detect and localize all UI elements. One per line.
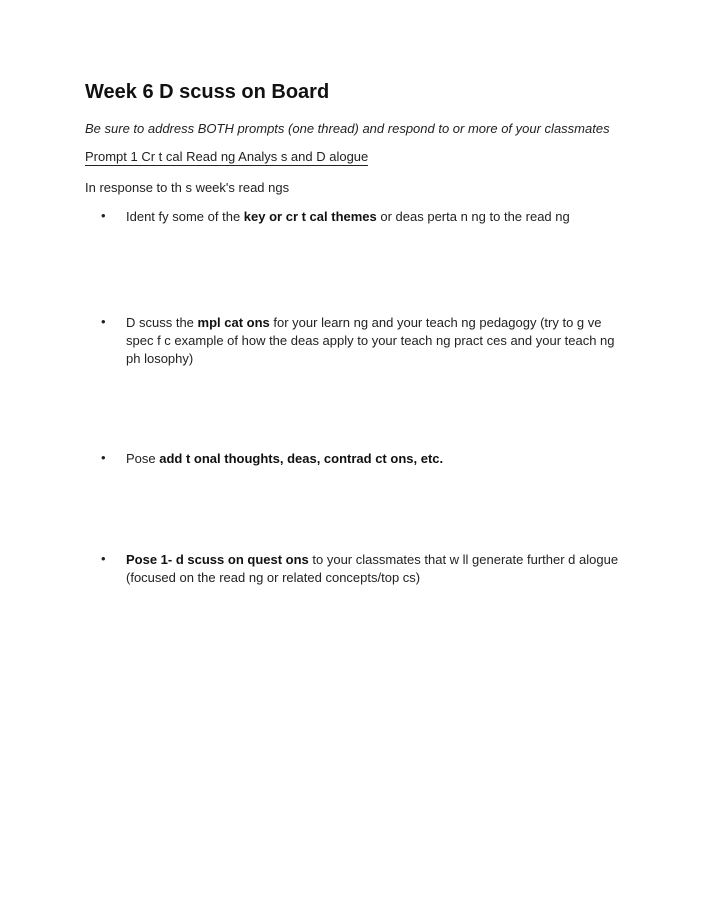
bullet-text-bold: key or cr t cal themes: [243, 209, 377, 224]
bullet-icon: •: [101, 314, 106, 329]
page-title: Week 6 D scuss on Board: [85, 81, 330, 103]
bullet-text-pre: Pose: [126, 451, 160, 466]
list-item: [126, 551, 626, 587]
list-item: [126, 208, 626, 226]
bullet-text-post: to your classmates that w ll generate further d alogue (focused on the read ng or related concepts/top cs): [126, 552, 619, 585]
intro-text: In response to th s week's read ngs: [85, 180, 290, 195]
instruction-text: Be sure to address BOTH prompts (one thread) and respond to or more of your classmates: [85, 121, 610, 136]
prompt-heading: Prompt 1 Cr t cal Read ng Analys s and D alogue: [85, 149, 369, 164]
bullet-icon: •: [101, 208, 106, 223]
bullet-text-post: for your learn ng and your teach ng pedagogy (try to g ve spec f c example of how the deas apply to your teach ng pract ces and your teach ng ph losophy): [126, 315, 615, 366]
bullet-text-bold: mpl cat ons: [197, 315, 270, 330]
bullet-icon: •: [101, 450, 106, 465]
bullet-text-pre: D scuss the: [126, 315, 198, 330]
bullet-text-pre: Ident fy some of the: [126, 209, 244, 224]
list-item: [126, 314, 626, 368]
list-item: [126, 450, 626, 468]
bullet-text-bold: Pose 1- d scuss on quest ons: [126, 552, 309, 567]
bullet-text-post: or deas perta n ng to the read ng: [376, 209, 570, 224]
bullet-text-bold: add t onal thoughts, deas, contrad ct ons, etc.: [159, 451, 444, 466]
bullet-icon: •: [101, 551, 106, 566]
